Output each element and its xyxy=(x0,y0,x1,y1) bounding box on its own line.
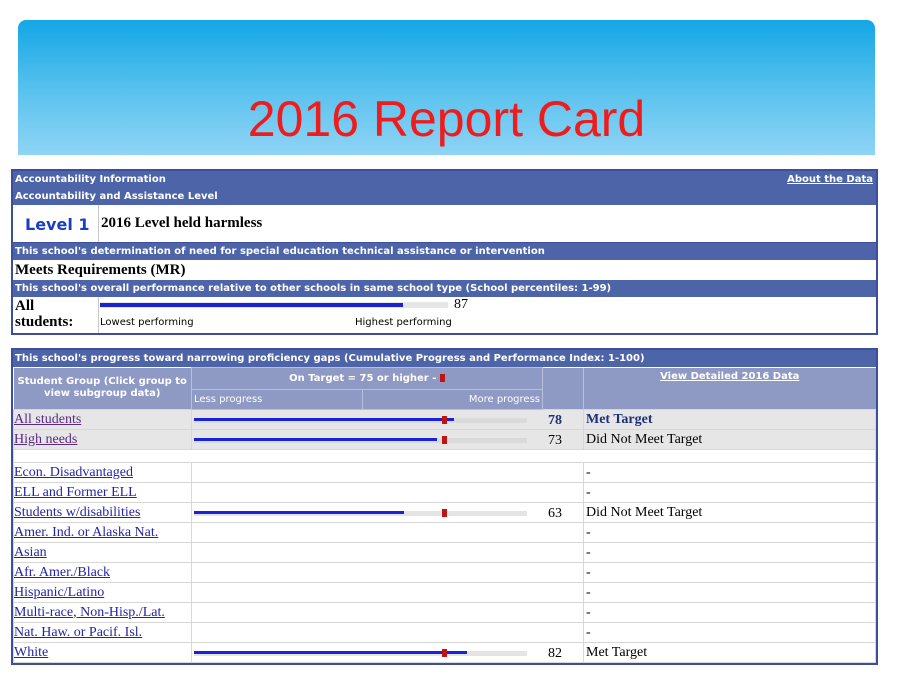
progress-bar-cell xyxy=(192,503,584,523)
table-row xyxy=(14,563,876,583)
on-target-header xyxy=(192,368,543,390)
level-header: Accountability and Assistance Level xyxy=(13,188,876,205)
table-row xyxy=(14,523,876,543)
divider xyxy=(98,205,99,242)
progress-bar-fill xyxy=(194,511,404,514)
group-link-amer-ind-or-alaska-nat[interactable]: Amer. Ind. or Alaska Nat. xyxy=(14,524,159,540)
progress-bar-cell xyxy=(192,643,584,663)
progress-bar-cell xyxy=(192,410,584,430)
progress-bar-fill xyxy=(194,651,467,654)
group-cell xyxy=(14,463,192,483)
progress-value: 78 xyxy=(548,413,562,428)
table-row xyxy=(14,410,876,430)
blank-header xyxy=(543,368,584,410)
table-row xyxy=(14,643,876,663)
table-row xyxy=(14,463,876,483)
progress-bar xyxy=(194,651,527,656)
group-link-asian[interactable]: Asian xyxy=(14,544,47,560)
level-badge: Level 1 xyxy=(25,215,90,234)
table-row xyxy=(14,583,876,603)
status-cell: - xyxy=(584,483,876,503)
group-cell xyxy=(14,603,192,623)
status-cell: Did Not Meet Target xyxy=(584,503,876,523)
divider xyxy=(98,297,99,333)
progress-bar-cell xyxy=(192,543,584,563)
group-link-hispanic-latino[interactable]: Hispanic/Latino xyxy=(14,584,105,600)
group-link-afr-amer-black[interactable]: Afr. Amer./Black xyxy=(14,564,111,580)
progress-bar xyxy=(194,511,527,516)
progress-value: 82 xyxy=(548,646,562,661)
view-detailed-data-link[interactable]: View Detailed 2016 Data xyxy=(660,370,800,382)
level-description: 2016 Level held harmless xyxy=(101,215,263,231)
status-cell: - xyxy=(584,563,876,583)
perf-header: This school's overall performance relative to other schools in same school type (School percentiles: 1-99) xyxy=(13,280,876,297)
percentile-bar xyxy=(100,302,448,308)
group-cell xyxy=(14,430,192,450)
accountability-header-label: Accountability Information xyxy=(15,174,166,185)
sped-value: Meets Requirements (MR) xyxy=(13,260,876,280)
progress-bar-cell xyxy=(192,430,584,450)
highest-label: Highest performing xyxy=(355,317,452,328)
progress-bar xyxy=(194,438,527,443)
target-tick-icon xyxy=(440,374,445,382)
group-cell xyxy=(14,643,192,663)
sped-header: This school's determination of need for special education technical assistance or intervention xyxy=(13,243,876,260)
group-cell xyxy=(14,483,192,503)
group-link-econ-disadvantaged[interactable]: Econ. Disadvantaged xyxy=(14,464,133,480)
more-progress-label: More progress xyxy=(363,390,543,410)
target-tick xyxy=(442,649,447,657)
table-row xyxy=(14,483,876,503)
table-row xyxy=(14,543,876,563)
title-banner xyxy=(18,20,875,155)
less-progress-label: Less progress xyxy=(192,390,363,410)
group-link-all-students[interactable]: All students xyxy=(14,411,82,427)
progress-value: 73 xyxy=(548,433,562,448)
group-cell xyxy=(14,410,192,430)
progress-bar-cell xyxy=(192,563,584,583)
group-cell xyxy=(14,623,192,643)
accountability-panel xyxy=(11,169,878,335)
progress-value: 63 xyxy=(548,506,562,521)
spacer-row xyxy=(14,450,876,463)
group-link-multi-race-non-hisp-lat[interactable]: Multi-race, Non-Hisp./Lat. xyxy=(14,604,165,620)
group-cell xyxy=(14,583,192,603)
group-cell xyxy=(14,543,192,563)
detail-header xyxy=(584,368,876,410)
table-row xyxy=(14,603,876,623)
table-row xyxy=(14,623,876,643)
group-link-ell-and-former-ell[interactable]: ELL and Former ELL xyxy=(14,484,137,500)
column-header-row xyxy=(14,368,876,390)
table-row xyxy=(14,503,876,523)
status-cell: Met Target xyxy=(584,643,876,663)
progress-bar-cell xyxy=(192,463,584,483)
status-cell: - xyxy=(584,623,876,643)
student-group-header: Student Group (Click group to view subgroup data) xyxy=(14,368,192,410)
progress-bar xyxy=(194,418,527,423)
progress-bar-cell xyxy=(192,603,584,623)
status-cell: - xyxy=(584,543,876,563)
group-cell xyxy=(14,503,192,523)
target-tick xyxy=(442,509,447,517)
group-link-white[interactable]: White xyxy=(14,644,49,660)
progress-panel xyxy=(11,348,878,665)
progress-table xyxy=(13,367,876,663)
group-link-high-needs[interactable]: High needs xyxy=(14,431,78,447)
status-cell: Did Not Meet Target xyxy=(584,430,876,450)
level-row xyxy=(13,205,876,243)
on-target-label: On Target = 75 or higher - xyxy=(289,373,437,384)
progress-bar-cell xyxy=(192,623,584,643)
status-cell: - xyxy=(584,583,876,603)
page-title: 2016 Report Card xyxy=(247,91,646,147)
perf-row xyxy=(13,297,876,333)
percentile-bar-fill xyxy=(100,303,403,307)
target-tick xyxy=(442,436,447,444)
group-cell xyxy=(14,563,192,583)
progress-bar-cell xyxy=(192,583,584,603)
about-the-data-link[interactable]: About the Data xyxy=(787,174,873,185)
table-row xyxy=(14,430,876,450)
status-cell: - xyxy=(584,463,876,483)
status-cell: - xyxy=(584,523,876,543)
group-link-nat-haw-or-pacif-isl[interactable]: Nat. Haw. or Pacif. Isl. xyxy=(14,624,143,640)
target-tick xyxy=(442,416,447,424)
lowest-label: Lowest performing xyxy=(100,317,194,328)
group-link-students-w-disabilities[interactable]: Students w/disabilities xyxy=(14,504,141,520)
progress-bar-fill xyxy=(194,438,437,441)
status-cell: - xyxy=(584,603,876,623)
percentile-value: 87 xyxy=(454,297,468,312)
progress-bar-cell xyxy=(192,523,584,543)
progress-bar-cell xyxy=(192,483,584,503)
progress-header: This school's progress toward narrowing proficiency gaps (Cumulative Progress and Performance Index: 1-100) xyxy=(13,350,876,367)
accountability-header xyxy=(13,171,876,188)
progress-bar-fill xyxy=(194,418,454,421)
status-cell: Met Target xyxy=(584,410,876,430)
group-cell xyxy=(14,523,192,543)
perf-label: All students: xyxy=(15,298,74,330)
